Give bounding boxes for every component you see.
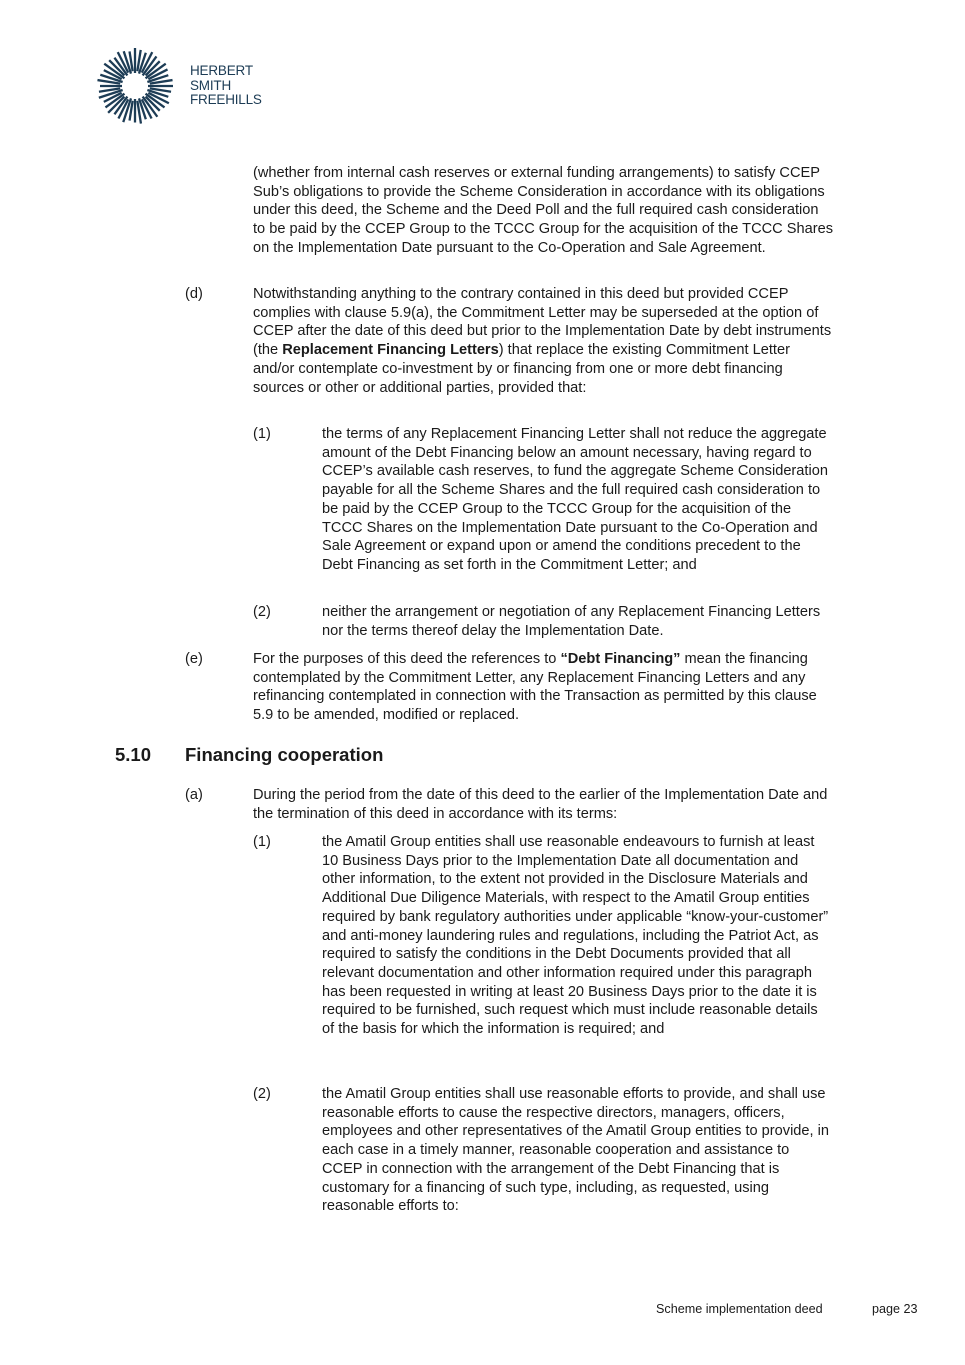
clause-d1-label: (1) <box>253 426 271 442</box>
footer-document-title: Scheme implementation deed <box>656 1302 823 1316</box>
section-title: Financing cooperation <box>185 744 384 765</box>
herbert-smith-freehills-logo <box>95 46 285 128</box>
clause-e-label: (e) <box>185 651 203 667</box>
continuation-paragraph: (whether from internal cash reserves or external funding arrangements) to satisfy CCEP Sub’s obligations to provide the Scheme Consideration in accordance with its obligations under this deed, the Scheme and the Deed Poll and the full required cash consideration to be paid by the CCEP Group to the TCCC Group for the acquisition of the TCCC Shares on the Implementation Date pursuant to the Co-Operation and Sale Agreement. <box>253 165 833 256</box>
clause-a2-label: (2) <box>253 1086 271 1102</box>
clause-e-text-before: For the purposes of this deed the references to <box>253 651 561 667</box>
clause-d1-text: the terms of any Replacement Financing Letter shall not reduce the aggregate amount of the Debt Financing below an amount necessary, having regard to CCEP’s available cash reserves, to fund the aggregate Scheme Consideration payable for all the Scheme Shares and the full required cash consideration to be paid by the CCEP Group to the TCCC Group for the acquisition of the TCCC Shares on the Implementation Date pursuant to the Co-Operation and Sale Agreement or expand upon or amend the conditions precedent to the Debt Financing as set forth in the Commitment Letter; and <box>322 426 828 573</box>
logo-line-1: HERBERT <box>190 63 253 78</box>
defined-term-replacement-financing-letters: Replacement Financing Letters <box>282 342 499 359</box>
footer-page-number: page 23 <box>872 1302 918 1316</box>
logo-line-2: SMITH <box>190 77 231 93</box>
sunburst-logo-icon <box>95 46 175 126</box>
clause-e-text <box>253 650 833 725</box>
defined-term-debt-financing: “Debt Financing” <box>560 651 681 667</box>
clause-a-label: (a) <box>185 787 203 803</box>
clause-a-text: During the period from the date of this deed to the earlier of the Implementation Date and the termination of this deed in accordance with its terms: <box>253 787 828 822</box>
clause-d-text-after: ) that replace the existing Commitment Letter and/or contemplate co-investment by or financing from one or more debt financing sources or other or additional parties, provided that: <box>253 342 790 396</box>
clause-a2-text: the Amatil Group entities shall use reasonable efforts to provide, and shall use reasonable efforts to cause the respective directors, managers, officers, employees and other representatives of the Amatil Group entities to provide, in each case in a timely manner, reasonable cooperation and assistance to CCEP in connection with the arrangement of the Debt Financing that is customary for a financing of such type, including, as requested, using reasonable efforts to: <box>322 1086 830 1215</box>
clause-e-text-after: mean the financing contemplated by the Commitment Letter, any Replacement Financing Letters and any refinancing contemplated in connection with the Transaction as permitted by this clause 5.9 to be amended, modified or replaced. <box>253 651 817 724</box>
clause-a1-label: (1) <box>253 834 271 850</box>
clause-d-label: (d) <box>185 286 203 302</box>
logo-line-3: FREEHILLS <box>190 92 262 107</box>
section-number: 5.10 <box>115 744 152 765</box>
clause-d2-label: (2) <box>253 604 271 620</box>
logo-wordmark <box>190 64 262 108</box>
clause-d2-text: neither the arrangement or negotiation of any Replacement Financing Letters nor the terms thereof delay the Implementation Date. <box>322 604 821 639</box>
clause-a1-text: the Amatil Group entities shall use reasonable endeavours to furnish at least 10 Business Days prior to the Implementation Date all documentation and other information, to the extent not provided in the Disclosure Materials and Additional Due Diligence Materials, with respect to the Amatil Group entities required by bank regulatory authorities under applicable “know-your-customer” and anti-money laundering rules and regulations, including the Patriot Act, as required to satisfy the conditions in the Debt Documents provided that all relevant documentation and other information required under this paragraph has been requested in writing at least 20 Business Days prior to the date it is required to be furnished, such request which must include reasonable details of the basis for which the information is required; and <box>322 834 829 1038</box>
clause-d-text-before: Notwithstanding anything to the contrary contained in this deed but provided CCEP complies with clause 5.9(a), the Commitment Letter may be superseded at the option of CCEP after the date of this deed but prior to the Implementation Date by debt instruments (the <box>253 286 832 359</box>
clause-d-text <box>253 285 833 397</box>
